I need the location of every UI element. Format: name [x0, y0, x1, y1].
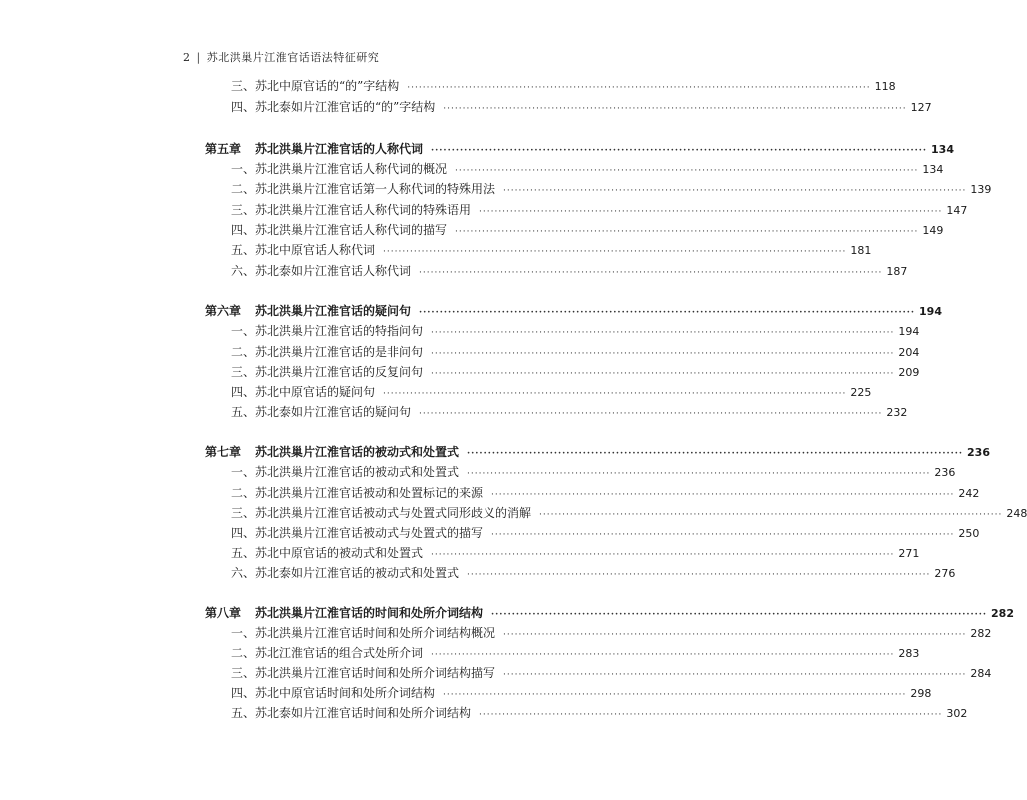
toc-entry-title: 二、苏北江淮官话的组合式处所介词	[231, 646, 424, 660]
toc-page-number: 118	[874, 80, 896, 93]
header-page-number: 2	[183, 50, 191, 64]
toc-section-entry	[231, 201, 968, 219]
dot-leader: ························································································································	[431, 369, 895, 379]
toc-entry-title: 四、苏北中原官话时间和处所介词结构	[231, 686, 436, 700]
toc-page-number: 242	[958, 487, 980, 500]
chapter-number: 第五章	[205, 142, 242, 156]
toc-entry-title: 二、苏北洪巢片江淮官话的是非问句	[231, 345, 424, 359]
dot-leader: ························································································································	[431, 146, 928, 156]
dot-leader: ························································································································	[419, 308, 916, 318]
toc-page-number: 134	[931, 143, 954, 156]
toc-chapter-entry	[205, 443, 990, 461]
toc-page-number: 276	[934, 567, 956, 580]
dot-leader: ························································································································	[479, 207, 943, 217]
toc-page-number: 298	[910, 687, 932, 700]
dot-leader: ························································································································	[503, 630, 967, 640]
toc-section-entry	[231, 322, 920, 340]
toc-page-number: 250	[958, 527, 980, 540]
toc-section-entry	[231, 544, 920, 562]
dot-leader: ························································································································	[383, 389, 847, 399]
toc-entry-title: 四、苏北洪巢片江淮官话被动式与处置式的描写	[231, 526, 484, 540]
toc-section-entry	[231, 644, 920, 662]
dot-leader: ························································································································	[419, 409, 883, 419]
chapter-number: 第七章	[205, 445, 242, 459]
chapter-title: 苏北洪巢片江淮官话的人称代词	[255, 142, 424, 156]
toc-entry-title: 四、苏北泰如片江淮官话的“的”字结构	[231, 100, 436, 114]
dot-leader: ························································································································	[383, 247, 847, 257]
toc-page-number: 236	[967, 446, 990, 459]
dot-leader: ························································································································	[467, 570, 931, 580]
toc-page-number: 271	[898, 547, 920, 560]
toc-section-entry	[231, 241, 872, 259]
toc-section-entry	[231, 564, 956, 582]
dot-leader: ························································································································	[419, 268, 883, 278]
toc-section-entry	[231, 484, 980, 502]
toc-page-number: 181	[850, 244, 872, 257]
toc-section-entry	[231, 704, 968, 722]
toc-entry-title: 六、苏北泰如片江淮官话人称代词	[231, 264, 412, 278]
toc-entry-title: 一、苏北洪巢片江淮官话的被动式和处置式	[231, 465, 460, 479]
toc-page-number: 147	[946, 204, 968, 217]
toc-entry-title: 三、苏北洪巢片江淮官话的反复问句	[231, 365, 424, 379]
toc-section-entry	[231, 221, 944, 239]
dot-leader: ························································································································	[431, 650, 895, 660]
toc-entry-title: 一、苏北洪巢片江淮官话人称代词的概况	[231, 162, 448, 176]
toc-entry-title	[205, 140, 423, 158]
toc-page-number: 232	[886, 406, 908, 419]
toc-entry-title: 二、苏北洪巢片江淮官话第一人称代词的特殊用法	[231, 182, 496, 196]
dot-leader: ························································································································	[443, 104, 907, 114]
toc-chapter-entry	[205, 604, 1014, 622]
dot-leader: ························································································································	[467, 469, 931, 479]
dot-leader: ························································································································	[503, 670, 967, 680]
header-separator: |	[196, 50, 201, 64]
dot-leader: ························································································································	[443, 690, 907, 700]
dot-leader: ························································································································	[479, 710, 943, 720]
chapter-title: 苏北洪巢片江淮官话的疑问句	[255, 304, 412, 318]
toc-section-entry	[231, 403, 908, 421]
toc-page-number: 282	[991, 607, 1014, 620]
dot-leader: ························································································································	[455, 227, 919, 237]
toc-entry-title: 一、苏北洪巢片江淮官话时间和处所介词结构概况	[231, 626, 496, 640]
toc-section-entry	[231, 343, 920, 361]
toc-chapter-entry	[205, 302, 942, 320]
toc-section-entry	[231, 624, 992, 642]
chapter-number: 第八章	[205, 606, 242, 620]
toc-section-entry	[231, 383, 872, 401]
chapter-title: 苏北洪巢片江淮官话的时间和处所介词结构	[255, 606, 484, 620]
toc-entry-title	[205, 443, 459, 461]
toc-page-number: 127	[910, 101, 932, 114]
toc-entry-title: 五、苏北泰如片江淮官话时间和处所介词结构	[231, 706, 472, 720]
toc-page-number: 284	[970, 667, 992, 680]
header-book-title: 苏北洪巢片江淮官话语法特征研究	[206, 51, 380, 64]
toc-entry-title: 四、苏北洪巢片江淮官话人称代词的描写	[231, 223, 448, 237]
toc-entry-title: 五、苏北中原官话的被动式和处置式	[231, 546, 424, 560]
dot-leader: ························································································································	[539, 510, 1003, 520]
toc-section-entry	[231, 524, 980, 542]
toc-page-number: 282	[970, 627, 992, 640]
toc-entry-title	[205, 604, 483, 622]
toc-entry-title: 三、苏北中原官话的“的”字结构	[231, 79, 400, 93]
dot-leader: ························································································································	[431, 328, 895, 338]
toc-section-entry	[231, 160, 944, 178]
dot-leader: ························································································································	[455, 166, 919, 176]
toc-section-entry	[231, 363, 920, 381]
toc-section-entry	[231, 77, 896, 95]
toc-entry-title: 四、苏北中原官话的疑问句	[231, 385, 376, 399]
dot-leader: ························································································································	[503, 186, 967, 196]
toc-page-number: 149	[922, 224, 944, 237]
toc-section-entry	[231, 180, 992, 198]
dot-leader: ························································································································	[467, 449, 964, 459]
dot-leader: ························································································································	[491, 530, 955, 540]
toc-page-number: 225	[850, 386, 872, 399]
toc-page-number: 204	[898, 346, 920, 359]
dot-leader: ························································································································	[431, 550, 895, 560]
toc-page-number: 194	[919, 305, 942, 318]
toc-chapter-entry	[205, 140, 954, 158]
toc-entry-title: 三、苏北洪巢片江淮官话时间和处所介词结构描写	[231, 666, 496, 680]
toc-page-number: 209	[898, 366, 920, 379]
toc-page-number: 236	[934, 466, 956, 479]
dot-leader: ························································································································	[407, 83, 871, 93]
dot-leader: ························································································································	[491, 490, 955, 500]
dot-leader: ························································································································	[431, 349, 895, 359]
toc-page-number: 187	[886, 265, 908, 278]
toc-entry-title: 一、苏北洪巢片江淮官话的特指问句	[231, 324, 424, 338]
toc-entry-title: 三、苏北洪巢片江淮官话被动式与处置式同形歧义的消解	[231, 506, 532, 520]
toc-entry-title: 五、苏北泰如片江淮官话的疑问句	[231, 405, 412, 419]
dot-leader: ························································································································	[491, 610, 988, 620]
toc-section-entry	[231, 98, 932, 116]
toc-page-number: 248	[1006, 507, 1027, 520]
toc-section-entry	[231, 463, 956, 481]
toc-page-number: 302	[946, 707, 968, 720]
toc-entry-title: 二、苏北洪巢片江淮官话被动和处置标记的来源	[231, 486, 484, 500]
toc-section-entry	[231, 684, 932, 702]
toc-page-number: 134	[922, 163, 944, 176]
toc-page-number: 283	[898, 647, 920, 660]
toc-entry-title: 六、苏北泰如片江淮官话的被动式和处置式	[231, 566, 460, 580]
toc-section-entry	[231, 664, 992, 682]
toc-page-number: 194	[898, 325, 920, 338]
toc-section-entry	[231, 504, 1027, 522]
toc-entry-title	[205, 302, 411, 320]
toc-entry-title: 三、苏北洪巢片江淮官话人称代词的特殊语用	[231, 203, 472, 217]
chapter-title: 苏北洪巢片江淮官话的被动式和处置式	[255, 445, 460, 459]
chapter-number: 第六章	[205, 304, 242, 318]
toc-entry-title: 五、苏北中原官话人称代词	[231, 243, 376, 257]
toc-page-number: 139	[970, 183, 992, 196]
toc-section-entry	[231, 262, 908, 280]
